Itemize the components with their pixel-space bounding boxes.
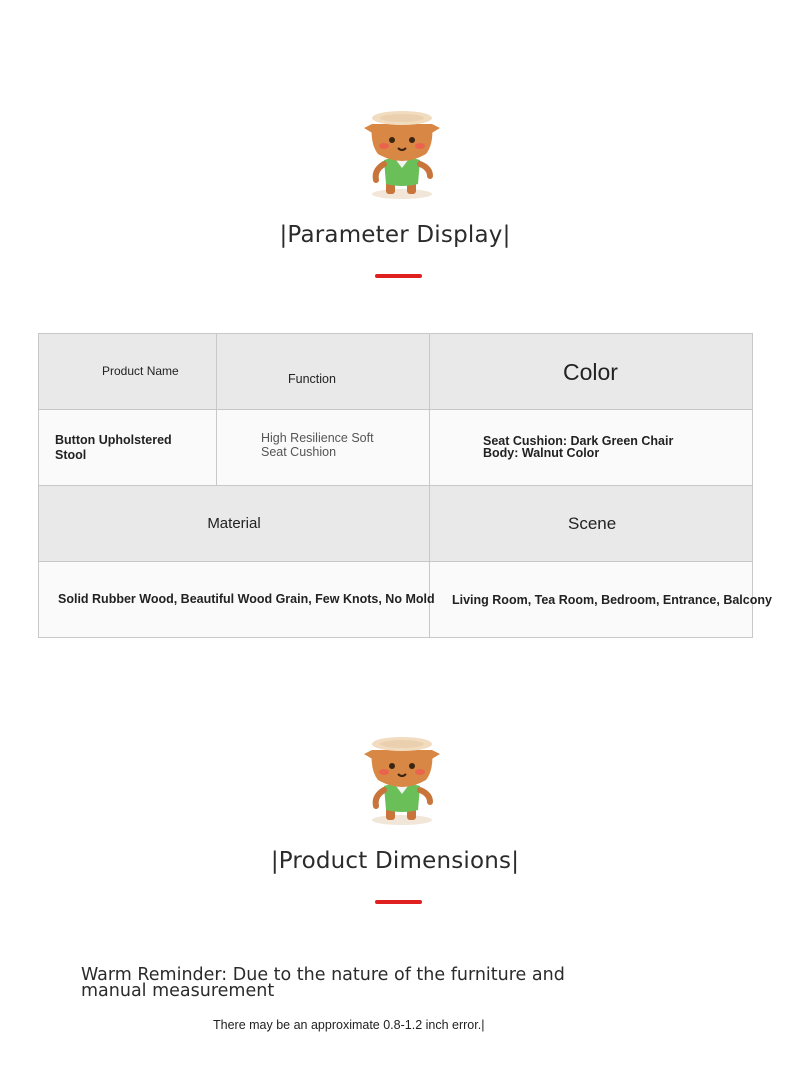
table-row (39, 562, 753, 638)
header-product-name (39, 334, 217, 410)
error-note-text: There may be an approximate 0.8-1.2 inch error.| (213, 1018, 485, 1032)
cell-value: Seat Cushion: Dark Green Chair (483, 433, 674, 448)
table-row (39, 334, 753, 410)
product-dimensions-title: |Product Dimensions| (270, 848, 520, 874)
title-underline (375, 274, 422, 278)
tree-stump-mascot-icon (362, 734, 442, 826)
value-material (39, 562, 435, 638)
value-color (430, 410, 753, 486)
value-function (217, 410, 430, 486)
header-color (430, 334, 753, 410)
cell-value: Button Upholstered Stool (55, 432, 172, 462)
header-label: Function (288, 371, 336, 386)
parameter-table (38, 333, 772, 638)
title-underline (375, 900, 422, 904)
value-product-name (39, 410, 217, 486)
table-row (39, 410, 753, 486)
header-material (39, 486, 430, 562)
header-label: Color (563, 359, 618, 385)
warm-reminder-text: Warm Reminder: Due to the nature of the furniture and manual measurement (81, 965, 565, 1001)
cell-value: High Resilience Soft Seat Cushion (261, 430, 374, 459)
cell-value: Body: Walnut Color (483, 445, 600, 460)
header-scene (430, 486, 753, 562)
header-label: Scene (568, 513, 617, 533)
parameter-display-title: |Parameter Display| (279, 222, 511, 248)
cell-value: Living Room, Tea Room, Bedroom, Entrance, Balcony (452, 592, 772, 607)
cell-value: Solid Rubber Wood, Beautiful Wood Grain, Few Knots, No Mold (58, 591, 435, 606)
header-label: Material (207, 515, 261, 532)
header-function (217, 334, 430, 410)
header-label: Product Name (102, 363, 179, 378)
value-scene (430, 562, 772, 638)
table-row (39, 486, 753, 562)
tree-stump-mascot-icon (362, 108, 442, 200)
